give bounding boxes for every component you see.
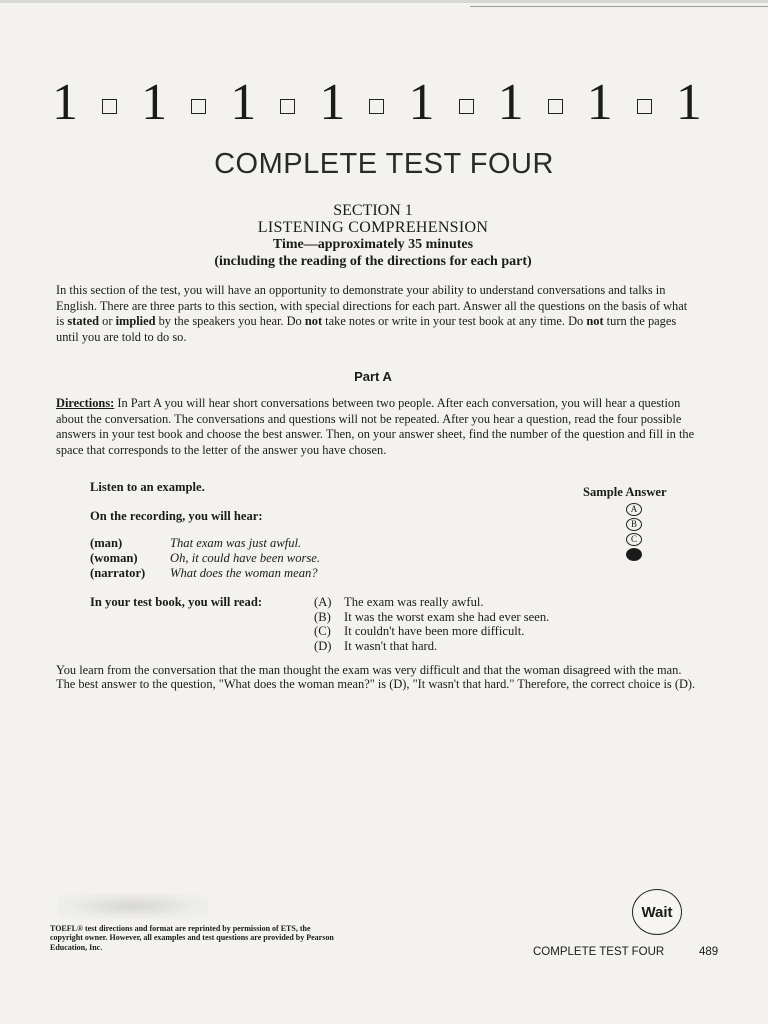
intro-text: or [99,314,116,329]
intro-emphasis-not: not [304,314,323,329]
answer-options [314,595,549,653]
footer-title: COMPLETE TEST FOUR [533,946,665,958]
square-icon [459,99,474,114]
dialog-line [90,536,320,551]
dialog-text: That exam was just awful. [170,536,302,550]
section-digit: 1 [586,74,613,131]
answer-option [314,624,549,639]
copyright-footnote: TOEFL® test directions and format are reprinted by permission of ETS, the copyright owner. However, all examples and test questions are provided by Pearson Education, Inc. [50,924,334,952]
answer-option [314,639,549,654]
section-name: LISTENING COMPREHENSION [257,219,489,236]
intro-text: turn the pages until you are told to do so. [56,314,677,344]
directions-text: In Part A you will hear short conversations between two people. After each conversation, you will hear a question about the conversation. The conversations and questions will not be repeated. After you hear a question, read the four possible answers in your test book and choose the best answer. Then, on your answer sheet, find the number of the question and fill in the space that corresponds to the letter of the answer you have chosen. [56,396,695,457]
listen-example-label: Listen to an example. [90,480,205,494]
option-letter: (B) [314,609,331,624]
wait-badge: Wait [632,889,682,935]
answer-bubble-a: A [626,503,642,516]
option-letter: (D) [314,638,332,653]
square-icon [191,99,206,114]
section-time-note: (including the reading of the directions for each part) [214,254,532,269]
dialog-line [90,551,320,566]
page-top-rule [470,6,768,7]
answer-option [314,595,549,610]
intro-text: by the speakers you hear. Do [155,314,305,329]
read-label: In your test book, you will read: [90,595,263,609]
test-book-label [90,595,262,610]
option-letter: (C) [314,624,331,638]
page-top-edge [0,0,768,3]
conclusion-paragraph: You learn from the conversation that the man thought the exam was very difficult and that the woman disagreed with the man. The best answer to the question, "What does the woman mean?" is (D), "It wasn't that hard." Therefore, the correct choice is (D). [56,663,696,691]
square-icon [280,99,295,114]
page-number: 489 [699,946,719,958]
section-marker-row [52,74,702,131]
option-text: It couldn't have been more difficult. [344,624,525,638]
on-recording-label: On the recording, you will hear: [90,509,263,523]
square-icon [548,99,563,114]
intro-emphasis-implied: implied [115,314,156,329]
example-dialog [90,536,320,581]
section-digit: 1 [319,74,346,131]
part-a-title: Part A [354,369,392,384]
section-digit: 1 [52,74,78,131]
option-text: It wasn't that hard. [344,638,438,653]
section-digit: 1 [141,74,168,131]
answer-bubble-c: C [626,533,642,546]
part-a-directions [56,396,696,458]
option-text: It was the worst exam she had ever seen. [344,609,550,624]
intro-emphasis-stated: stated [67,314,100,329]
dialog-line [90,566,320,581]
sample-answer-label: Sample Answer [583,485,667,499]
square-icon [369,99,384,114]
section-number: SECTION 1 [333,202,413,219]
square-icon [102,99,117,114]
option-text: The exam was really awful. [344,595,484,609]
intro-text: In this section of the test, you will have an opportunity to demonstrate your ability to understand conversations and talks in English. There are three parts to this section, with special directions for each part. Answer all the questions on the basis of what is [56,283,688,329]
section-digit: 1 [675,74,702,131]
scan-smudge [58,893,208,919]
answer-bubble-d-filled: D [626,548,642,561]
dialog-speaker: (woman) [90,551,138,565]
answer-bubble-b: B [626,518,642,531]
section-digit: 1 [230,74,257,131]
test-title: COMPLETE TEST FOUR [214,148,554,180]
dialog-text: What does the woman mean? [170,566,318,580]
option-letter: (A) [314,595,332,609]
section-digit: 1 [497,74,524,131]
square-icon [637,99,652,114]
intro-text: take notes or write in your test book at any time. Do [322,314,587,329]
dialog-speaker: (narrator) [90,566,146,580]
intro-paragraph [56,283,696,345]
section-time: Time—approximately 35 minutes [272,237,474,252]
dialog-text: Oh, it could have been worse. [170,551,321,565]
section-digit: 1 [408,74,435,131]
dialog-speaker: (man) [90,536,123,550]
answer-option [314,610,549,625]
intro-emphasis-not: not [586,314,604,329]
sample-answer-bubbles [626,503,644,563]
directions-label: Directions: [56,396,115,410]
